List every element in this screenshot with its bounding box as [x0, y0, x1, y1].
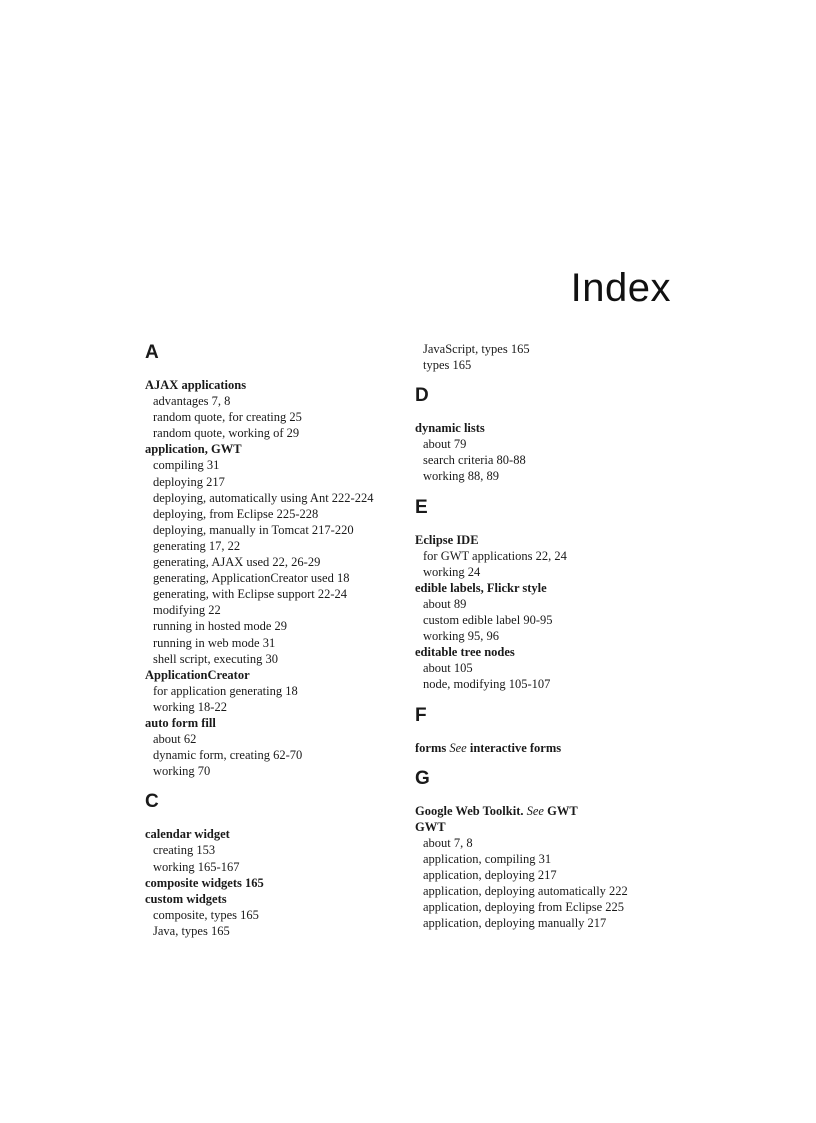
section-letter-g: G — [415, 767, 430, 789]
index-subentry: deploying, automatically using Ant 222-224 — [153, 490, 374, 505]
index-subentry: deploying 217 — [153, 474, 225, 489]
index-subentry: random quote, for creating 25 — [153, 410, 302, 425]
index-entry-applicationcreator: ApplicationCreator — [145, 667, 250, 682]
index-subentry: about 79 — [423, 437, 467, 452]
index-entry-dynamic-lists: dynamic lists — [415, 421, 485, 436]
index-subentry: working 70 — [153, 764, 211, 779]
index-subentry: application, deploying manually 217 — [423, 916, 607, 931]
index-subentry: about 89 — [423, 596, 467, 611]
index-subentry: working 165-167 — [153, 859, 240, 874]
index-entry-custom-widgets: custom widgets — [145, 891, 227, 906]
see-target: interactive forms — [469, 740, 562, 755]
index-subentry: dynamic form, creating 62-70 — [153, 748, 303, 763]
section-letter-e: E — [415, 496, 428, 518]
index-term: Google Web Toolkit. — [415, 803, 524, 818]
section-letter-a: A — [145, 342, 159, 363]
see-target: GWT — [547, 803, 578, 818]
index-subentry: shell script, executing 30 — [153, 651, 278, 666]
section-letter-f: F — [415, 704, 427, 726]
see-reference: See — [526, 803, 544, 818]
index-entry-ajax: AJAX applications — [145, 378, 247, 392]
index-subentry: composite, types 165 — [153, 907, 259, 922]
index-subentry: working 95, 96 — [423, 629, 500, 644]
index-subentry: custom edible label 90-95 — [423, 613, 553, 628]
index-subentry: application, compiling 31 — [423, 851, 552, 866]
index-subentry: working 88, 89 — [423, 469, 500, 484]
index-subentry: for application generating 18 — [153, 683, 298, 698]
see-reference: See — [449, 740, 467, 755]
index-entry-application-gwt: application, GWT — [145, 442, 242, 457]
index-entry-google-web-toolkit — [415, 803, 685, 819]
index-subentry: about 62 — [153, 732, 197, 747]
index-subentry: working 18-22 — [153, 699, 227, 714]
section-letter-c: C — [145, 791, 159, 813]
section-letter-d: D — [415, 385, 429, 407]
index-subentry: application, deploying from Eclipse 225 — [423, 900, 624, 915]
index-subentry: node, modifying 105-107 — [423, 677, 551, 692]
index-subentry: deploying, manually in Tomcat 217-220 — [153, 522, 354, 537]
index-entry-forms — [415, 740, 685, 756]
index-entry-editable-tree-nodes: editable tree nodes — [415, 645, 515, 660]
index-entry-auto-form-fill: auto form fill — [145, 715, 216, 730]
index-subentry: JavaScript, types 165 — [423, 342, 530, 356]
index-subentry: about 105 — [423, 661, 473, 676]
index-subentry: random quote, working of 29 — [153, 426, 300, 441]
index-entry-calendar-widget: calendar widget — [145, 827, 230, 842]
index-subentry: types 165 — [423, 358, 472, 373]
index-entry-composite-widgets: composite widgets 165 — [145, 875, 264, 890]
index-entry-edible-labels: edible labels, Flickr style — [415, 580, 547, 595]
index-subentry: running in web mode 31 — [153, 635, 276, 650]
index-subentry: modifying 22 — [153, 603, 221, 618]
index-subentry: deploying, from Eclipse 225-228 — [153, 506, 319, 521]
index-subentry: generating, with Eclipse support 22-24 — [153, 587, 348, 602]
index-subentry: application, deploying 217 — [423, 867, 557, 882]
index-subentry: for GWT applications 22, 24 — [423, 548, 567, 563]
index-subentry: creating 153 — [153, 843, 216, 858]
index-subentry: working 24 — [423, 564, 481, 579]
index-term: forms — [415, 740, 447, 755]
page-title: Index — [570, 266, 671, 310]
index-subentry: search criteria 80-88 — [423, 453, 526, 468]
index-column-left — [145, 341, 410, 939]
index-entry-gwt: GWT — [415, 819, 446, 834]
index-subentry: advantages 7, 8 — [153, 394, 231, 409]
index-subentry: compiling 31 — [153, 458, 220, 473]
index-subentry: running in hosted mode 29 — [153, 619, 288, 634]
index-subentry: about 7, 8 — [423, 835, 473, 850]
index-subentry: application, deploying automatically 222 — [423, 884, 628, 899]
index-entry-eclipse-ide: Eclipse IDE — [415, 532, 479, 547]
index-column-right — [415, 341, 685, 931]
index-subentry: generating, AJAX used 22, 26-29 — [153, 555, 321, 570]
index-subentry: Java, types 165 — [153, 923, 230, 938]
index-subentry: generating 17, 22 — [153, 538, 241, 553]
index-subentry: generating, ApplicationCreator used 18 — [153, 571, 350, 586]
